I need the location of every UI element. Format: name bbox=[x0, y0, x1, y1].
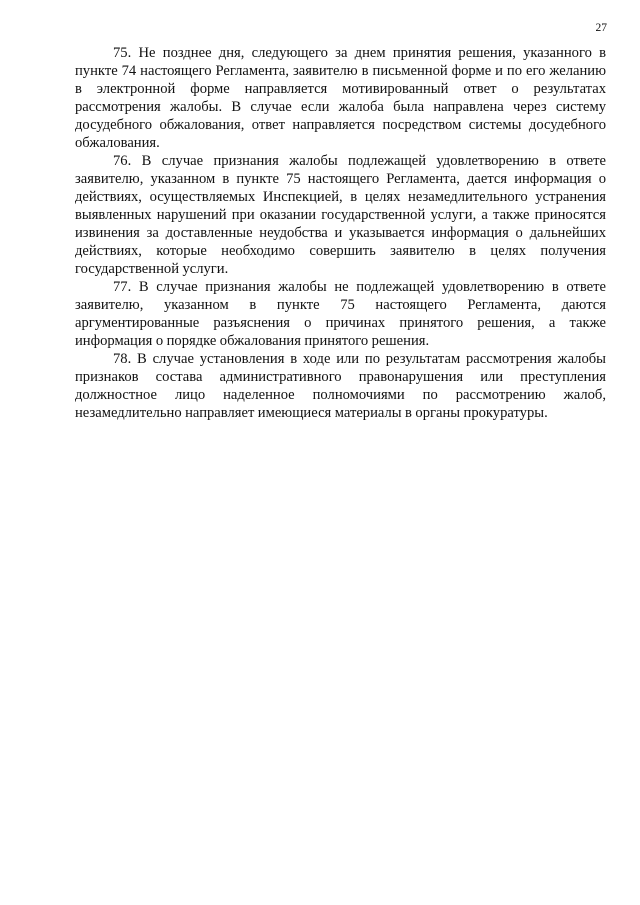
document-body bbox=[75, 44, 606, 422]
paragraph-text: Не позднее дня, следующего за днем принятия решения, указанного в пункте 74 настоящего Регламента, заявителю в письменной форме и по его желанию в электронной форме направляется мотивированный ответ о результатах рассмотрения жалобы. В случае если жалоба была направлена через систему досудебного обжалования, ответ направляется посредством системы досудебного обжалования. bbox=[75, 45, 606, 151]
paragraph-75 bbox=[75, 44, 606, 152]
paragraph-text: В случае признания жалобы подлежащей удовлетворению в ответе заявителю, указанном в пункте 75 настоящего Регламента, дается информация о действиях, осуществляемых Инспекцией, в целях незамедлительного устранения выявленных нарушений при оказании государственной услуги, а также приносятся извинения за доставленные неудобства и указывается информация о дальнейших действиях, которые необходимо совершить заявителю в целях получения государственной услуги. bbox=[75, 153, 607, 277]
paragraph-number: 77. bbox=[113, 279, 132, 295]
paragraph-78 bbox=[75, 350, 606, 422]
paragraph-76 bbox=[75, 152, 606, 278]
paragraph-77 bbox=[75, 278, 606, 350]
paragraph-number: 76. bbox=[113, 153, 132, 169]
page-number: 27 bbox=[595, 22, 607, 34]
paragraph-number: 75. bbox=[113, 45, 132, 61]
paragraph-number: 78. bbox=[113, 351, 132, 367]
paragraph-text: В случае установления в ходе или по результатам рассмотрения жалобы признаков состава административного правонарушения или преступления должностное лицо наделенное полномочиями по рассмотрению жалоб, незамедлительно направляет имеющиеся материалы в органы прокуратуры. bbox=[75, 351, 606, 421]
paragraph-text: В случае признания жалобы не подлежащей удовлетворению в ответе заявителю, указанном в пункте 75 настоящего Регламента, даются аргументированные разъяснения о причинах принятого решения, а также информация о порядке обжалования принятого решения. bbox=[75, 279, 607, 349]
